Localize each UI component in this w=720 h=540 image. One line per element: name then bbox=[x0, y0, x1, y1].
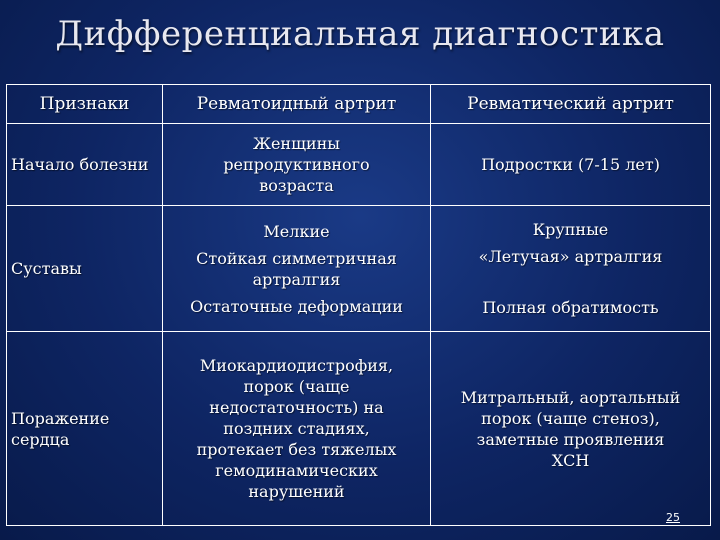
text-line: гемодинамических bbox=[215, 461, 378, 480]
page-number: 25 bbox=[666, 511, 680, 524]
text-line: нарушений bbox=[248, 482, 345, 501]
text-line: Остаточные деформации bbox=[190, 296, 403, 316]
cell-ra-joints bbox=[163, 206, 431, 332]
text-line: Миокардиодистрофия, bbox=[199, 356, 394, 375]
text-line: заметные проявления bbox=[476, 429, 665, 449]
cell-ra-heart bbox=[163, 332, 431, 526]
text-line: репродуктивного bbox=[223, 155, 370, 174]
differential-diagnosis-table bbox=[6, 84, 711, 526]
text-line: Подростки (7-15 лет) bbox=[481, 155, 660, 174]
cell-ra-onset bbox=[163, 124, 431, 206]
row-sign-heart: Поражение сердца bbox=[7, 332, 163, 526]
cell-rheum-heart bbox=[431, 332, 711, 526]
text-line: Крупные bbox=[532, 220, 609, 239]
slide-title: Дифференциальная диагностика bbox=[55, 14, 665, 54]
table-header-row bbox=[7, 85, 711, 124]
text-line: Полная обратимость bbox=[482, 298, 659, 317]
table-row-onset bbox=[7, 124, 711, 206]
cell-rheum-onset bbox=[431, 124, 711, 206]
text-line: ХСН bbox=[551, 450, 590, 470]
table-row-heart bbox=[7, 332, 711, 526]
text-line: порок (чаще стеноз), bbox=[481, 408, 660, 428]
text-line: Митральный, аортальный bbox=[460, 387, 681, 407]
header-rheumatoid-arthritis: Ревматоидный артрит bbox=[163, 85, 431, 124]
cell-rheum-joints bbox=[431, 206, 711, 332]
table-row-joints bbox=[7, 206, 711, 332]
header-signs: Признаки bbox=[7, 85, 163, 124]
text-line: возраста bbox=[259, 176, 334, 195]
text-line: Женщины bbox=[252, 134, 341, 153]
text-line: «Летучая» артралгия bbox=[478, 247, 663, 266]
text-line: артралгия bbox=[252, 269, 341, 289]
text-line: Мелкие bbox=[263, 221, 330, 241]
text-line: порок (чаще bbox=[243, 377, 350, 396]
header-rheumatic-arthritis: Ревматический артрит bbox=[431, 85, 711, 124]
text-line: недостаточность) на bbox=[209, 398, 384, 417]
text-line: поздних стадиях, bbox=[223, 419, 370, 438]
text-line: Стойкая симметричная bbox=[196, 248, 397, 268]
row-sign-joints: Суставы bbox=[7, 206, 163, 332]
text-line: протекает без тяжелых bbox=[196, 440, 397, 459]
row-sign-onset: Начало болезни bbox=[7, 124, 163, 206]
